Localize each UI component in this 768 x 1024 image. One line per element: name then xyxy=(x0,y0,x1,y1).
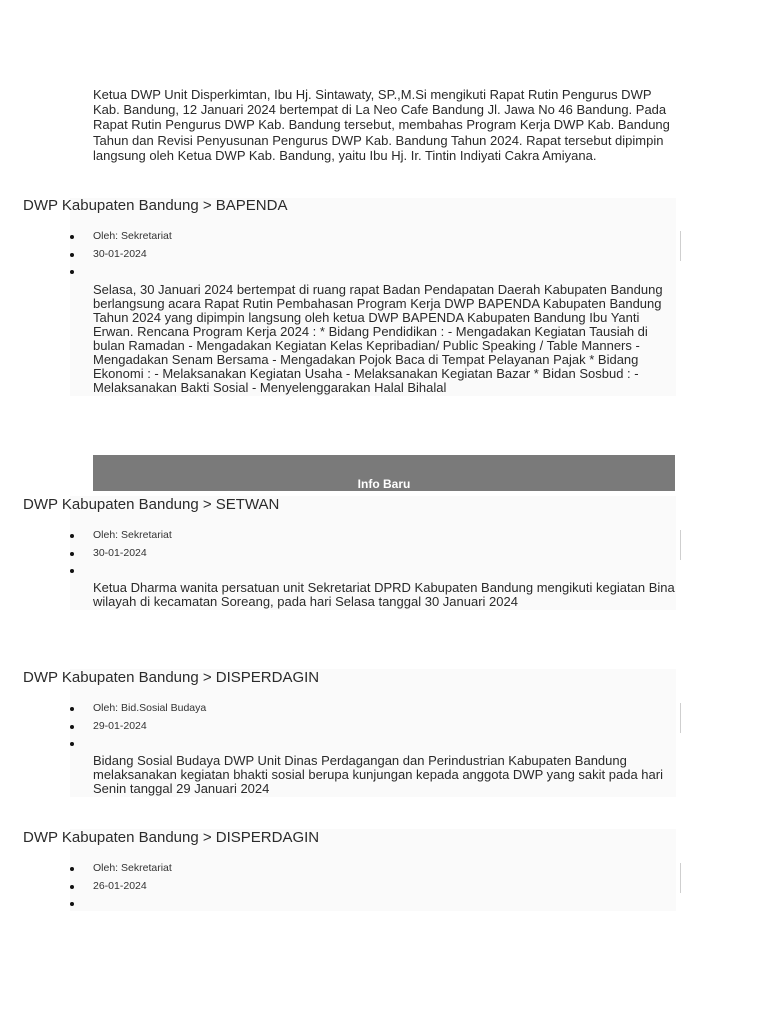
post-body: Bidang Sosial Budaya DWP Unit Dinas Perdagangan dan Perindustrian Kabupaten Bandung melaksanakan kegiatan bhakti sosial berupa kunjungan kepada anggota DWP yang sakit pada hari Senin tanggal 29 Januari 2024 xyxy=(93,753,663,796)
post-empty-item xyxy=(70,562,172,580)
post-date: 30-01-2024 xyxy=(70,246,172,264)
post-meta-list xyxy=(70,860,172,913)
post-body: Selasa, 30 Januari 2024 bertempat di ruang rapat Badan Pendapatan Daerah Kabupaten Bandung berlangsung acara Rapat Rutin Pembahasan Program Kerja DWP BAPENDA Kabupaten Bandung Tahun 2024 yang dipimpin langsung oleh ketua DWP BAPENDA Kabupaten Bandung Ibu Yanti Erwan. Rencana Program Kerja 2024 : * Bidang Pendidikan : - Mengadakan Kegiatan Tausiah di bulan Ramadan - Mengadakan Kegiatan Kelas Kepribadian/ Public Speaking / Table Manners - Mengadakan Senam Bersama - Mengadakan Pojok Baca di Tempat Pelayanan Pajak * Bidang Ekonomi : - Melaksanakan Kegiatan Usaha - Melaksanakan Kegiatan Bazar * Bidan Sosbud : - Melaksanakan Bakti Sosial - Menyelenggarakan Halal Bihalal xyxy=(93,282,663,395)
bullet-icon xyxy=(70,253,74,257)
bullet-icon xyxy=(70,552,74,556)
bullet-icon xyxy=(70,707,74,711)
post-title-link[interactable]: DWP Kabupaten Bandung > BAPENDA xyxy=(23,197,288,214)
post-meta-list xyxy=(70,700,206,753)
card-divider xyxy=(680,863,681,893)
post-title-link[interactable]: DWP Kabupaten Bandung > DISPERDAGIN xyxy=(23,829,320,846)
bullet-icon xyxy=(70,235,74,239)
info-baru-bar xyxy=(93,455,675,491)
intro-paragraph: Ketua DWP Unit Disperkimtan, Ibu Hj. Sintawaty, SP.,M.Si mengikuti Rapat Rutin Pengurus DWP Kab. Bandung, 12 Januari 2024 bertempat di La Neo Cafe Bandung Jl. Jawa No 46 Bandung. Pada Rapat Rutin Pengurus DWP Kab. Bandung tersebut, membahas Program Kerja DWP Kab. Bandung Tahun dan Revisi Penyusunan Pengurus DWP Kab. Bandung Tahun 2024. Rapat tersebut dipimpin langsung oleh Ketua DWP Kab. Bandung, yaitu Ibu Hj. Ir. Tintin Indiyati Cakra Amiyana. xyxy=(93,87,670,163)
bullet-icon xyxy=(70,885,74,889)
bullet-icon xyxy=(70,742,74,746)
post-date: 26-01-2024 xyxy=(70,878,172,896)
post-date: 29-01-2024 xyxy=(70,718,206,736)
bullet-icon xyxy=(70,534,74,538)
bullet-icon xyxy=(70,569,74,573)
info-baru-label: Info Baru xyxy=(357,477,411,491)
post-author: Oleh: Sekretariat xyxy=(70,527,172,545)
post-meta-list xyxy=(70,527,172,580)
card-divider xyxy=(680,231,681,261)
post-author: Oleh: Bid.Sosial Budaya xyxy=(70,700,206,718)
post-empty-item xyxy=(70,735,206,753)
card-divider xyxy=(680,703,681,733)
bullet-icon xyxy=(70,725,74,729)
post-date: 30-01-2024 xyxy=(70,545,172,563)
bullet-icon xyxy=(70,867,74,871)
bullet-icon xyxy=(70,270,74,274)
post-empty-item xyxy=(70,895,172,913)
bullet-icon xyxy=(70,902,74,906)
post-meta-list xyxy=(70,228,172,281)
post-empty-item xyxy=(70,263,172,281)
post-author: Oleh: Sekretariat xyxy=(70,860,172,878)
post-title-link[interactable]: DWP Kabupaten Bandung > DISPERDAGIN xyxy=(23,669,320,686)
post-body: Ketua Dharma wanita persatuan unit Sekretariat DPRD Kabupaten Bandung mengikuti kegiatan Bina wilayah di kecamatan Soreang, pada hari Selasa tanggal 30 Januari 2024 xyxy=(93,580,675,609)
post-title-link[interactable]: DWP Kabupaten Bandung > SETWAN xyxy=(23,496,280,513)
post-author: Oleh: Sekretariat xyxy=(70,228,172,246)
card-divider xyxy=(680,530,681,560)
